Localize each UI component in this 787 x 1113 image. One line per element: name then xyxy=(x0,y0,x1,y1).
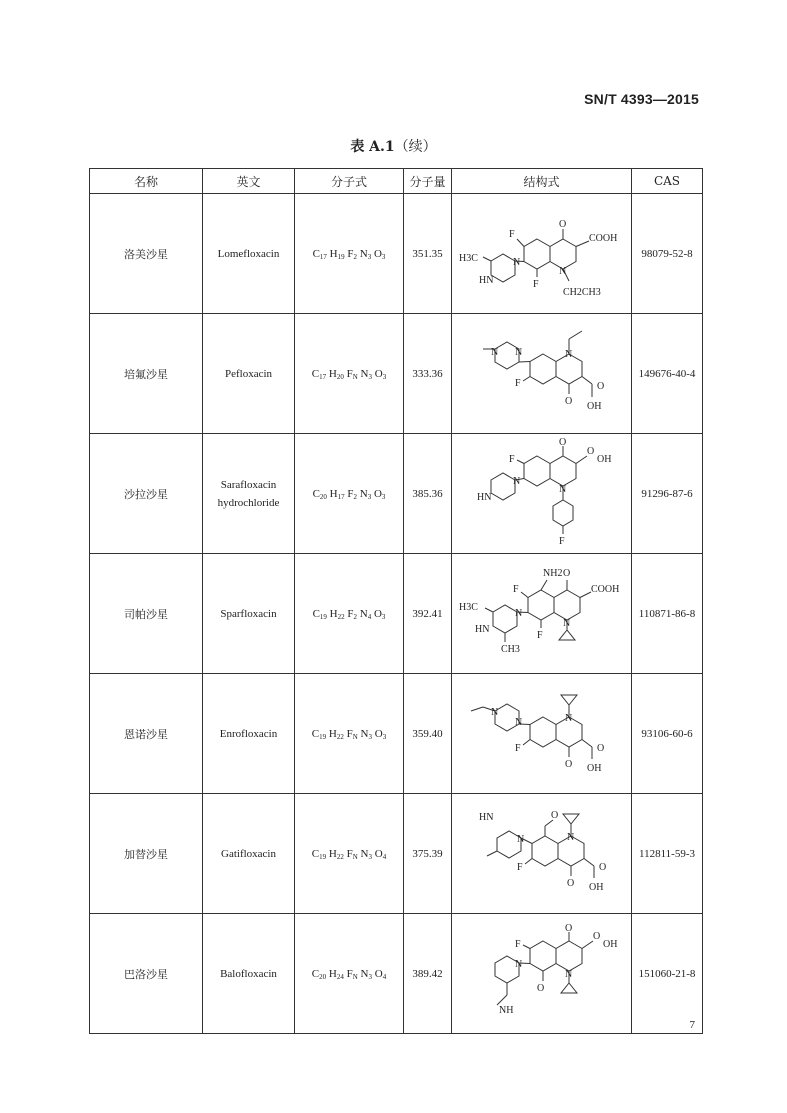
atom-label: F xyxy=(512,583,519,595)
formula-subscript: 2 xyxy=(353,492,357,501)
table-row xyxy=(90,554,703,674)
structure-enrofloxacin xyxy=(457,679,627,789)
formula-subscript: N xyxy=(352,732,358,741)
formula-element: O xyxy=(374,727,383,740)
formula-subscript: 3 xyxy=(367,492,372,501)
formula-element: C xyxy=(312,487,320,500)
formula-element: N xyxy=(359,487,368,500)
cell-mw: 359.40 xyxy=(404,674,452,794)
atom-label: N xyxy=(564,968,572,980)
cell-name: 加替沙星 xyxy=(90,794,203,914)
formula-element: C xyxy=(311,847,320,860)
atom-label: N xyxy=(490,706,498,718)
atom-label: O xyxy=(564,758,572,770)
atom-label: OH xyxy=(596,453,611,465)
col-header-name: 名称 xyxy=(90,169,203,194)
atom-label: OH xyxy=(586,762,601,774)
english-line: Enrofloxacin xyxy=(219,727,278,740)
formula-element: H xyxy=(328,967,337,980)
formula-subscript: 3 xyxy=(368,852,372,861)
cell-structure xyxy=(452,674,632,794)
cell-english xyxy=(203,554,295,674)
atom-label: N xyxy=(512,475,520,487)
cell-name: 恩诺沙星 xyxy=(90,674,203,794)
formula-element: C xyxy=(312,247,320,260)
cell-mw: 375.39 xyxy=(404,794,452,914)
atom-label: HN xyxy=(478,274,493,286)
atom-label: N xyxy=(514,958,522,970)
atom-label: O xyxy=(596,380,604,392)
formula-subscript: 19 xyxy=(337,252,345,261)
cell-cas: 149676-40-4 xyxy=(632,314,703,434)
col-header-cas: CAS xyxy=(632,169,703,194)
formula-subscript: 3 xyxy=(381,612,386,621)
atom-label: O xyxy=(592,930,600,942)
formula-subscript: 22 xyxy=(337,612,345,621)
formula-subscript: 17 xyxy=(319,252,327,261)
cell-structure xyxy=(452,434,632,554)
formula-subscript: 19 xyxy=(319,732,327,741)
formula-subscript: N xyxy=(352,972,358,981)
formula-element: F xyxy=(346,967,353,980)
atom-label: N xyxy=(564,348,572,360)
atom-label: N xyxy=(514,607,522,619)
formula-subscript: 2 xyxy=(353,252,357,261)
atom-label: CH3 xyxy=(500,643,520,655)
formula-subscript: 24 xyxy=(336,972,344,981)
cell-name: 培氟沙星 xyxy=(90,314,203,434)
cell-structure xyxy=(452,314,632,434)
atom-label: NH xyxy=(498,1004,513,1016)
atom-label: NH2 xyxy=(542,567,562,579)
formula-element: F xyxy=(347,487,354,500)
cell-structure xyxy=(452,554,632,674)
atom-label: N xyxy=(514,716,522,728)
document-code: SN/T 4393—2015 xyxy=(584,91,699,107)
molecular-formula xyxy=(313,248,386,260)
molecular-formula xyxy=(312,728,386,740)
formula-subscript: N xyxy=(352,852,358,861)
formula-subscript: 3 xyxy=(368,972,372,981)
formula-element: O xyxy=(374,847,383,860)
cell-cas: 98079-52-8 xyxy=(632,194,703,314)
atom-label: HN xyxy=(476,491,491,503)
formula-subscript: 22 xyxy=(336,732,344,741)
atom-label: N xyxy=(566,831,574,843)
molecular-formula xyxy=(312,968,386,980)
formula-element: O xyxy=(373,487,382,500)
english-line: hydrochloride xyxy=(217,496,280,509)
cell-english xyxy=(203,674,295,794)
formula-element: C xyxy=(311,967,320,980)
formula-subscript: 3 xyxy=(368,372,372,381)
table-row xyxy=(90,314,703,434)
atom-label: O xyxy=(598,861,606,873)
formula-element: F xyxy=(346,367,353,380)
atom-label: O xyxy=(550,809,558,821)
cell-name: 巴洛沙星 xyxy=(90,914,203,1034)
structure-gatifloxacin xyxy=(457,798,627,910)
atom-label: F xyxy=(514,742,521,754)
cell-mw: 389.42 xyxy=(404,914,452,1034)
cell-name: 洛美沙星 xyxy=(90,194,203,314)
table-header-row xyxy=(90,169,703,194)
cell-english xyxy=(203,194,295,314)
structure-sparfloxacin xyxy=(457,558,627,670)
cell-english xyxy=(203,434,295,554)
formula-element: H xyxy=(329,247,338,260)
molecular-formula xyxy=(313,488,386,500)
cell-mw: 351.35 xyxy=(404,194,452,314)
table-caption-suffix: （续） xyxy=(394,139,437,155)
atom-label: N xyxy=(558,265,566,277)
cell-structure xyxy=(452,914,632,1034)
formula-element: H xyxy=(329,487,338,500)
structure-sarafloxacin xyxy=(457,438,627,550)
cell-name: 司帕沙星 xyxy=(90,554,203,674)
atom-label: F xyxy=(508,453,515,465)
cell-formula xyxy=(295,554,404,674)
cell-cas: 151060-21-8 xyxy=(632,914,703,1034)
atom-label: F xyxy=(532,278,539,290)
atom-label: F xyxy=(508,228,515,240)
cell-english xyxy=(203,794,295,914)
formula-element: H xyxy=(328,847,337,860)
table-row xyxy=(90,194,703,314)
table-caption xyxy=(0,136,787,156)
formula-element: F xyxy=(346,847,353,860)
cell-name: 沙拉沙星 xyxy=(90,434,203,554)
formula-subscript: 19 xyxy=(319,612,327,621)
cell-structure xyxy=(452,794,632,914)
cell-cas: 110871-86-8 xyxy=(632,554,703,674)
atom-label: F xyxy=(516,861,523,873)
formula-element: C xyxy=(311,727,320,740)
atom-label: N xyxy=(564,712,572,724)
english-line: Sarafloxacin xyxy=(220,478,277,491)
atom-label: N xyxy=(558,483,566,495)
formula-element: C xyxy=(311,367,320,380)
cell-formula xyxy=(295,314,404,434)
atom-label: O xyxy=(566,877,574,889)
cell-mw: 385.36 xyxy=(404,434,452,554)
atom-label: O xyxy=(564,922,572,934)
formula-subscript: 4 xyxy=(382,972,387,981)
atom-label: F xyxy=(514,377,521,389)
col-header-mw: 分子量 xyxy=(404,169,452,194)
cell-formula xyxy=(295,194,404,314)
structure-pefloxacin xyxy=(457,319,627,429)
atom-label: COOH xyxy=(588,232,617,244)
formula-element: O xyxy=(374,367,383,380)
formula-subscript: 22 xyxy=(336,852,344,861)
cell-cas: 93106-60-6 xyxy=(632,674,703,794)
cell-mw: 333.36 xyxy=(404,314,452,434)
compound-table xyxy=(89,168,703,1034)
formula-subscript: 3 xyxy=(381,252,386,261)
atom-label: OH xyxy=(586,400,601,412)
formula-element: N xyxy=(360,367,369,380)
atom-label: COOH xyxy=(590,583,619,595)
formula-element: H xyxy=(329,607,338,620)
cell-formula xyxy=(295,794,404,914)
atom-label: CH2CH3 xyxy=(562,286,601,298)
formula-element: H xyxy=(328,727,337,740)
cell-formula xyxy=(295,914,404,1034)
atom-label: O xyxy=(562,567,570,579)
cell-mw: 392.41 xyxy=(404,554,452,674)
structure-lomefloxacin xyxy=(457,199,627,309)
atom-label: H3C xyxy=(458,252,478,264)
molecular-formula xyxy=(313,608,386,620)
cell-english xyxy=(203,914,295,1034)
cell-english xyxy=(203,314,295,434)
formula-element: N xyxy=(360,727,369,740)
atom-label: H3C xyxy=(458,601,478,613)
atom-label: N xyxy=(514,346,522,358)
atom-label: OH xyxy=(588,881,603,893)
english-line: Gatifloxacin xyxy=(221,847,276,860)
table-row xyxy=(90,794,703,914)
formula-subscript: 3 xyxy=(381,492,386,501)
english-line: Balofloxacin xyxy=(220,967,277,980)
formula-element: N xyxy=(360,847,369,860)
page-number: 7 xyxy=(689,1019,695,1031)
formula-element: N xyxy=(359,247,368,260)
formula-element: O xyxy=(373,247,382,260)
table-row xyxy=(90,434,703,554)
formula-subscript: 20 xyxy=(319,972,327,981)
formula-subscript: 2 xyxy=(353,612,357,621)
atom-label: F xyxy=(536,629,543,641)
formula-element: F xyxy=(347,607,354,620)
english-line: Lomefloxacin xyxy=(217,247,280,260)
formula-subscript: 3 xyxy=(382,732,387,741)
cell-structure xyxy=(452,194,632,314)
formula-subscript: 17 xyxy=(319,372,327,381)
formula-subscript: 3 xyxy=(382,372,387,381)
atom-label: N xyxy=(490,346,498,358)
col-header-formula: 分子式 xyxy=(295,169,404,194)
formula-element: F xyxy=(347,247,354,260)
structure-balofloxacin xyxy=(457,923,627,1025)
english-line: Pefloxacin xyxy=(224,367,273,380)
atom-label: N xyxy=(512,256,520,268)
cell-cas: 112811-59-3 xyxy=(632,794,703,914)
atom-label: O xyxy=(564,395,572,407)
formula-element: N xyxy=(359,607,368,620)
atom-label: F xyxy=(558,535,565,547)
formula-subscript: 17 xyxy=(337,492,345,501)
atom-label: O xyxy=(586,445,594,457)
formula-element: C xyxy=(312,607,320,620)
atom-label: O xyxy=(558,218,566,230)
formula-element: H xyxy=(328,367,337,380)
atom-label: O xyxy=(558,437,566,448)
formula-element: O xyxy=(373,607,382,620)
col-header-english: 英文 xyxy=(203,169,295,194)
col-header-structure: 结构式 xyxy=(452,169,632,194)
atom-label: HN xyxy=(478,811,493,823)
formula-subscript: 3 xyxy=(367,252,372,261)
formula-subscript: 19 xyxy=(319,852,327,861)
formula-subscript: 4 xyxy=(382,852,387,861)
formula-element: F xyxy=(346,727,353,740)
atom-label: HN xyxy=(474,623,489,635)
table-row xyxy=(90,674,703,794)
atom-label: OH xyxy=(602,938,617,950)
table-row xyxy=(90,914,703,1034)
formula-element: N xyxy=(360,967,369,980)
formula-subscript: 4 xyxy=(367,612,372,621)
cell-formula xyxy=(295,434,404,554)
formula-element: O xyxy=(374,967,383,980)
cell-formula xyxy=(295,674,404,794)
formula-subscript: N xyxy=(352,372,358,381)
atom-label: O xyxy=(596,742,604,754)
table-caption-label: 表 A.1 xyxy=(350,139,395,155)
cell-cas: 91296-87-6 xyxy=(632,434,703,554)
atom-label: N xyxy=(562,617,570,629)
formula-subscript: 20 xyxy=(336,372,344,381)
molecular-formula xyxy=(312,368,386,380)
formula-subscript: 20 xyxy=(319,492,327,501)
atom-label: F xyxy=(514,938,521,950)
atom-label: N xyxy=(516,833,524,845)
atom-label: O xyxy=(536,982,544,994)
molecular-formula xyxy=(312,848,386,860)
formula-subscript: 3 xyxy=(368,732,372,741)
english-line: Sparfloxacin xyxy=(220,607,277,620)
